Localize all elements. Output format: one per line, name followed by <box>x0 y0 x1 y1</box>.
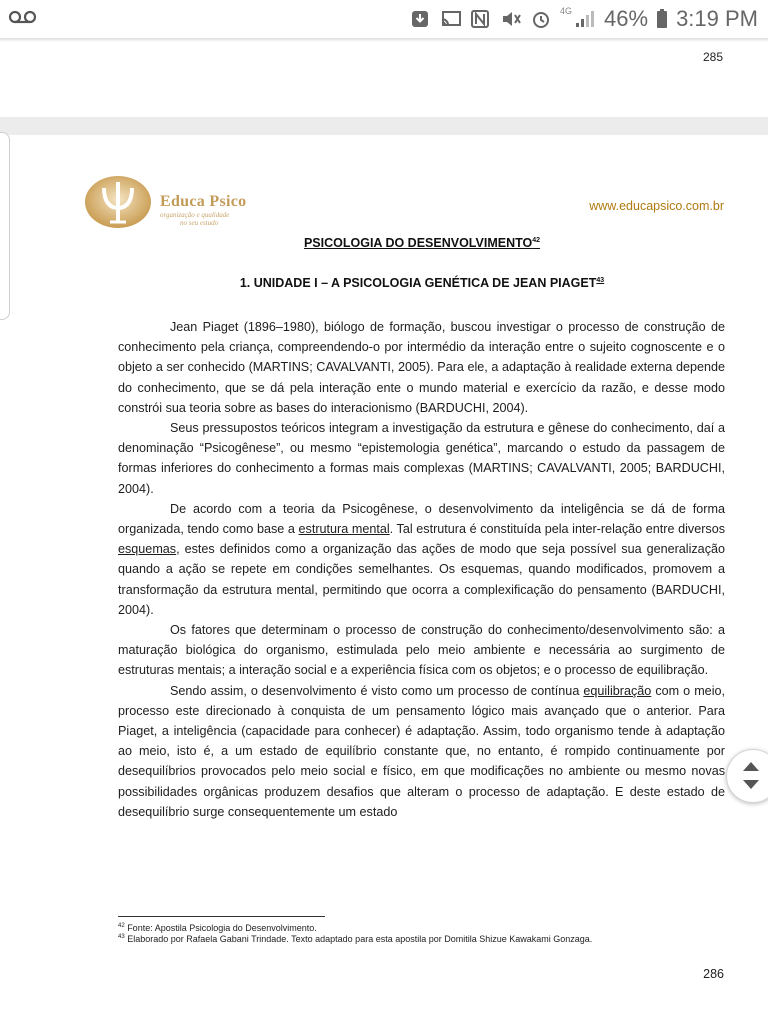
signal-icon <box>574 9 596 29</box>
paragraph: Sendo assim, o desenvolvimento é visto como um processo de contínua equilibração com o meio, processo este direcionado à conquista de um pensamento lógico mais avançado que o anterior. Para Piaget, a inteligência (capacidade para conhecer) é adaptação. Assim, todo organismo tende à adaptação ao meio, isto é, a um estado de equilíbrio constante que, no entanto, é rompido continuamente por desequilíbrios provocados pelo meio social e físico, em que modificações no ambiente ou mesmo novas possibilidades orgânicas produzem desafios que alteram o processo de adaptação. E deste estado de desequilíbrio surge consequentemente um estado <box>118 683 725 819</box>
battery-percent: 46% <box>604 6 649 31</box>
status-bar-shadow <box>0 38 768 42</box>
document-title: PSICOLOGIA DO DESENVOLVIMENTO$^{42}$ <box>303 236 541 250</box>
nfc-icon <box>470 9 492 29</box>
clock: 3:19 PM <box>676 6 758 31</box>
chevron-down-icon <box>743 780 759 789</box>
page-number: 286 <box>703 967 724 981</box>
mute-icon <box>500 9 522 29</box>
footnote: $^{43}$ Elaborado por Rafaela Gabani Trindade. Texto adaptado para esta apostila por Domitila Shizue Kawakami Gonzaga. <box>118 934 593 944</box>
paragraph: Seus pressupostos teóricos integram a investigação da estrutura e gênese do conhecimento, daí a denominação “Psicogênese”, ou mesmo “epistemologia genética”, marcando o estudo da passagem de formas inferiores do conhecimento a formas mais complexas (MARTINS; CAVALVANTI, 2005; BARDUCHI, 2004). <box>118 421 725 496</box>
side-panel-handle[interactable] <box>0 132 10 320</box>
chevron-up-icon <box>743 762 759 771</box>
network-type: 4G <box>560 6 573 16</box>
paragraph: Os fatores que determinam o processo de construção do conhecimento/desenvolvimento são: a maturação biológica do organismo, estimulada pelo meio ambiente e necessária ao surgimento de estruturas mentais; a interação social e a experiência física com os objetos; e o processo de equilibração. <box>118 623 725 678</box>
status-bar <box>0 0 768 38</box>
page-separator <box>0 117 768 135</box>
previous-page-number: 285 <box>702 50 723 64</box>
footnote-ref: 43 <box>596 276 605 284</box>
footnote-ref: 42 <box>532 236 541 244</box>
paragraph: Jean Piaget (1896–1980), biólogo de formação, buscou investigar o processo de construção de conhecimento pela criança, compreendendo-o por intermédio da interação entre o sujeito cognoscente e o objeto a ser conhecido (MARTINS; CAVALVANTI, 2005). Para ele, a adaptação à realidade externa depende do conhecimento, que se dá pela interação ente o mundo material e exercício da razão, e desse modo constrói sua teoria sobre as bases do interacionismo (BARDUCHI, 2004). <box>118 320 725 415</box>
website-url: www.educapsico.com.br <box>589 199 724 213</box>
battery-icon <box>656 9 668 29</box>
educa-psico-logo <box>82 174 154 230</box>
download-icon <box>410 9 432 29</box>
underlined-term: equilibração <box>583 683 652 698</box>
underlined-term: estrutura mental <box>298 522 390 537</box>
brand-name: Educa Psico <box>160 193 247 210</box>
paragraph: De acordo com a teoria da Psicogênese, o desenvolvimento da inteligência se dá de forma organizada, tendo como base a estrutura mental. Tal estrutura é constituída pela inter-relação entre diversos esquemas, estes definidos como a organização das ações de modo que seja possível sua generalização quando a ação se repete em condições semelhantes. Os esquemas, quando modificados, promovem a transformação da estrutura mental, permitindo que ocorra a complexificação do pensamento (BARDUCHI, 2004). <box>118 501 726 617</box>
brand-tagline: organização e qualidade no seu estudo <box>160 211 230 227</box>
footnote: $^{42}$ Fonte: Apostila Psicologia do Desenvolvimento. <box>118 923 317 933</box>
page-scroll-button[interactable] <box>726 749 768 803</box>
underlined-term: esquemas <box>118 542 177 557</box>
cast-icon <box>440 9 462 29</box>
footnote-divider <box>118 916 325 917</box>
voicemail-icon <box>8 10 38 31</box>
unit-title: 1. UNIDADE I – A PSICOLOGIA GENÉTICA DE JEAN PIAGET$^{43}$ <box>239 276 605 290</box>
alarm-icon <box>530 9 552 29</box>
document-body <box>118 317 725 822</box>
